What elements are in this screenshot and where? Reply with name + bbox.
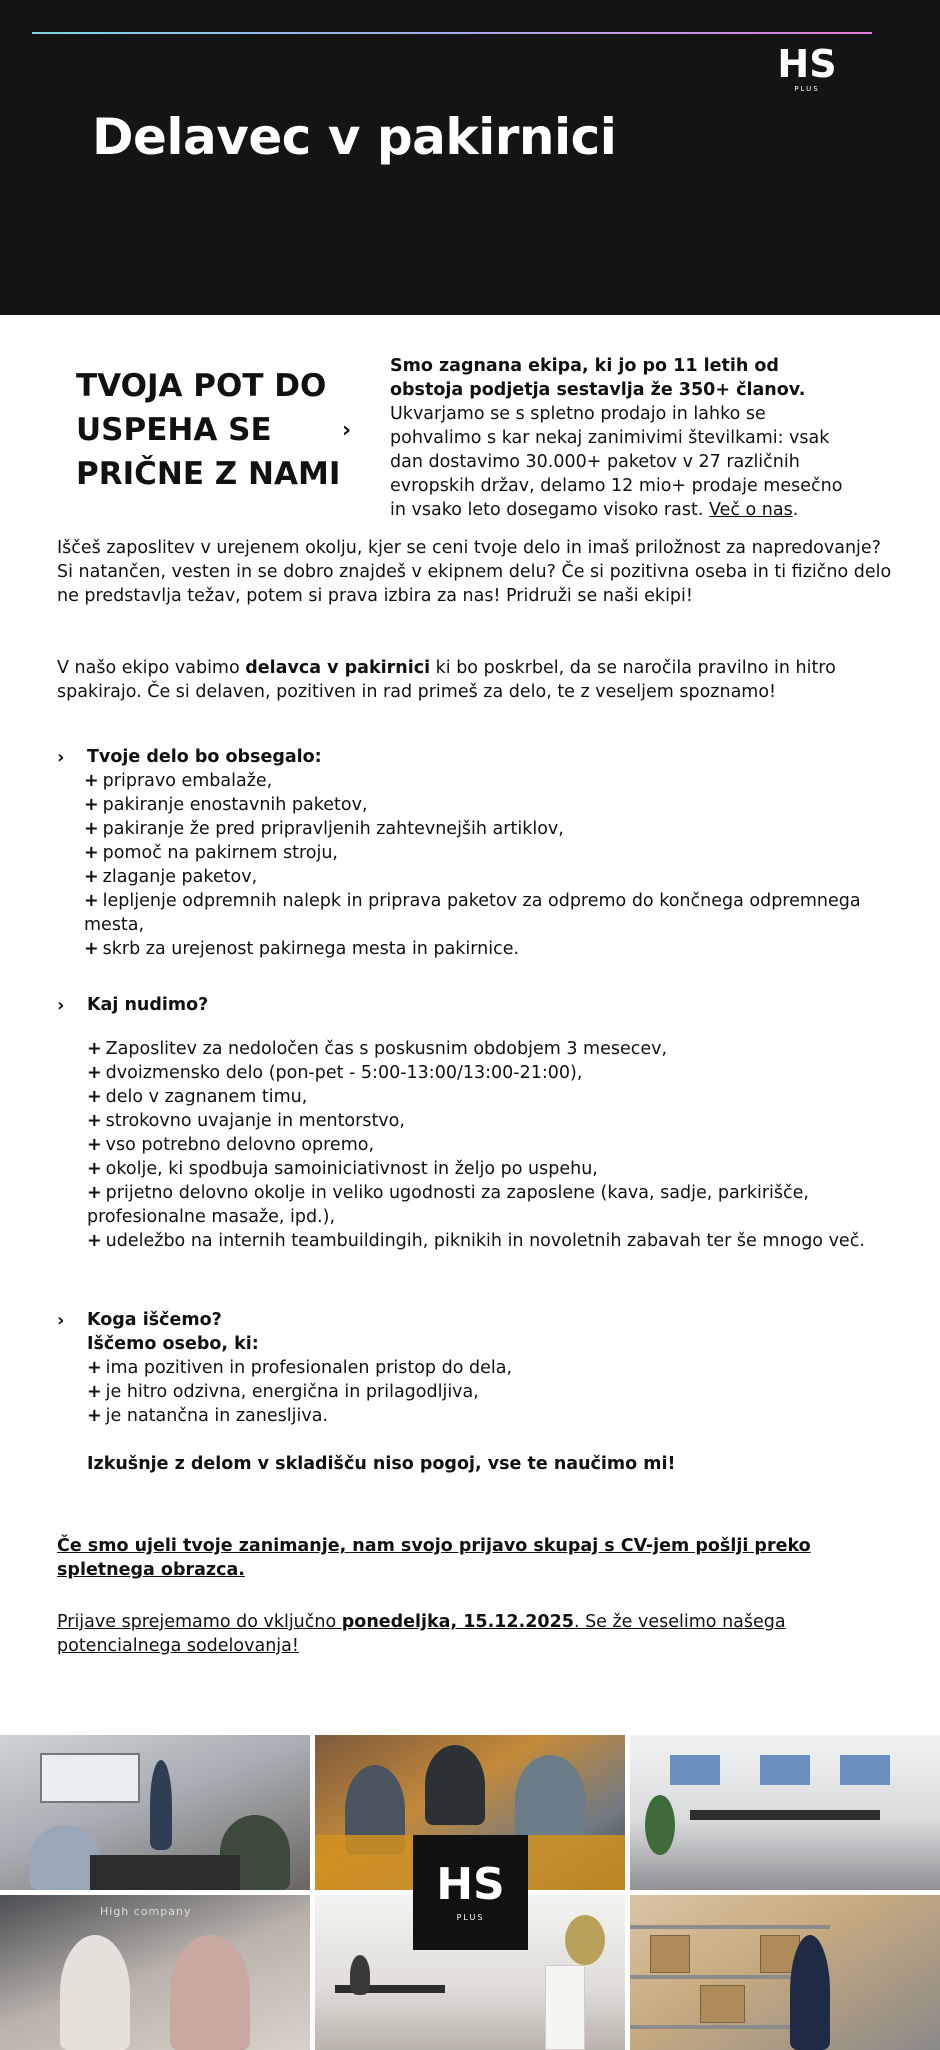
logo-subtext: PLUS <box>794 85 820 93</box>
about-us-link[interactable]: Več o nas <box>708 500 793 520</box>
plus-icon: + <box>84 795 99 815</box>
colleague-figure <box>60 1935 130 2050</box>
list-item-text: okolje, ki spodbuja samoiniciativnost in željo po uspehu, <box>105 1159 598 1179</box>
presentation-screen <box>40 1753 140 1803</box>
tv-screen <box>840 1755 890 1785</box>
logo-subtext: PLUS <box>456 1913 485 1922</box>
list-item <box>84 865 897 889</box>
position-text-before: V našo ekipo vabimo <box>57 658 246 678</box>
plus-icon: + <box>84 843 99 863</box>
logo-text: HS <box>436 1859 505 1910</box>
list-item-text: zlaganje paketov, <box>102 867 258 887</box>
team-member-figure <box>425 1745 485 1825</box>
list-item-text: udeležbo na internih teambuildingih, piknikih in novoletnih zabavah ter še mnogo več. <box>105 1231 865 1251</box>
plus-icon: + <box>84 939 99 959</box>
colleague-figure <box>170 1935 250 2050</box>
plus-icon: + <box>87 1159 102 1179</box>
intro-text: Ukvarjamo se s spletno prodajo in lahko se pohvalimo s kar nekaj zanimivimi številkami: vsak dan dostavimo 30.000+ paketov v 27 različnih evropskih držav, delamo 12 mio+ prodaje mesečno in vsako leto dosegamo visoko rast. <box>390 404 843 520</box>
list-item <box>87 1061 897 1085</box>
chevron-right-icon: › <box>342 418 352 443</box>
plus-icon: + <box>84 891 99 911</box>
apply-link[interactable]: Če smo ujeli tvoje zanimanje, nam svojo prijavo skupaj s CV-jem pošlji preko spletnega obrazca. <box>57 1536 811 1580</box>
plus-icon: + <box>84 867 99 887</box>
office-photo <box>630 1735 940 1890</box>
wall-sign: High company <box>100 1905 192 1918</box>
list-item <box>84 793 897 817</box>
plus-icon: + <box>87 1358 102 1378</box>
plus-icon: + <box>84 771 99 791</box>
list-item-text: pakiranje že pred pripravljenih zahtevnejših artiklov, <box>102 819 564 839</box>
intro-end: . <box>792 500 799 520</box>
list-item-text: prijetno delovno okolje in veliko ugodnosti za zaposlene (kava, sadje, parkirišče, profesionalne masaže, ipd.), <box>87 1183 809 1227</box>
presenter-figure <box>150 1760 172 1850</box>
chevron-right-icon: › <box>57 1309 65 1331</box>
list-item <box>84 769 897 793</box>
offer-heading: Kaj nudimo? <box>87 995 209 1015</box>
tv-screen <box>670 1755 720 1785</box>
section-heading <box>57 993 897 1017</box>
worker-figure <box>350 1955 370 1995</box>
deadline-before: Prijave sprejemamo do vključno <box>57 1612 342 1632</box>
shelf-shape <box>630 1925 830 1929</box>
plus-icon: + <box>87 1183 102 1203</box>
offer-section <box>57 993 897 1253</box>
intro-paragraph: Iščeš zaposlitev v urejenem okolju, kjer se ceni tvoje delo in imaš priložnost za napredovanje? Si natančen, vesten in se dobro znajdeš v ekipnem delu? Če si pozitivna oseba in ti fizično delo ne predstavlja težav, potem si prava izbira za nas! Pridruži se naši ekipi! <box>57 538 892 606</box>
plus-icon: + <box>87 1063 102 1083</box>
list-item <box>87 1380 897 1404</box>
list-item <box>87 1109 897 1133</box>
section-heading <box>57 745 897 769</box>
seeking-list <box>57 1356 897 1428</box>
list-item-text: je natančna in zanesljiva. <box>105 1406 328 1426</box>
hero-banner <box>0 0 940 315</box>
position-paragraph <box>57 656 897 704</box>
offer-list <box>57 1037 897 1253</box>
list-item <box>87 1404 897 1428</box>
team-member-figure <box>515 1755 585 1845</box>
duties-heading: Tvoje delo bo obsegalo: <box>87 747 322 767</box>
plus-icon: + <box>87 1087 102 1107</box>
deadline-date: ponedeljka, 15.12.2025 <box>341 1612 574 1632</box>
list-item-text: skrb za urejenost pakirnega mesta in pakirnice. <box>102 939 520 959</box>
tagline-line: TVOJA POT DO <box>76 368 327 404</box>
desk-row <box>690 1810 880 1820</box>
cabinet-shape <box>545 1965 585 2050</box>
plus-icon: + <box>87 1406 102 1426</box>
list-item <box>87 1037 897 1061</box>
tagline <box>76 364 346 496</box>
company-intro <box>390 354 850 522</box>
plant-shape <box>645 1795 675 1855</box>
list-item-text: vso potrebno delovno opremo, <box>105 1135 375 1155</box>
list-item <box>87 1181 897 1229</box>
colleagues-photo <box>0 1895 310 2050</box>
list-item-text: pomoč na pakirnem stroju, <box>102 843 338 863</box>
gallery-logo <box>413 1835 528 1950</box>
meeting-table <box>90 1855 240 1890</box>
chevron-right-icon: › <box>57 746 65 768</box>
chevron-right-icon: › <box>57 994 65 1016</box>
list-item-text: delo v zagnanem timu, <box>105 1087 308 1107</box>
list-item <box>84 841 897 865</box>
list-item <box>87 1229 897 1253</box>
list-item-text: lepljenje odpremnih nalepk in priprava paketov za odpremo do končnega odpremnega mesta, <box>84 891 861 935</box>
page-title: Delavec v pakirnici <box>92 108 617 166</box>
position-name: delavca v pakirnici <box>245 658 431 678</box>
tv-screen <box>760 1755 810 1785</box>
duties-list <box>57 769 897 961</box>
list-item-text: ima pozitiven in profesionalen pristop do dela, <box>105 1358 513 1378</box>
plant-shape <box>565 1915 605 1965</box>
list-item-text: pakiranje enostavnih paketov, <box>102 795 368 815</box>
box-shape <box>700 1985 745 2023</box>
intro-lead: Smo zagnana ekipa, ki jo po 11 letih od obstoja podjetja sestavlja že 350+ članov. <box>390 356 806 400</box>
plus-icon: + <box>87 1231 102 1251</box>
logo-text: HS <box>777 42 837 86</box>
seeking-heading: Koga iščemo? <box>87 1310 222 1330</box>
box-shape <box>650 1935 690 1973</box>
plus-icon: + <box>87 1382 102 1402</box>
list-item <box>87 1157 897 1181</box>
plus-icon: + <box>87 1039 102 1059</box>
company-logo[interactable] <box>772 44 842 94</box>
list-item <box>87 1356 897 1380</box>
plus-icon: + <box>87 1135 102 1155</box>
plus-icon: + <box>84 819 99 839</box>
tagline-line: PRIČNE Z NAMI <box>76 456 341 492</box>
seeking-subheading: Iščemo osebo, ki: <box>87 1334 259 1354</box>
position-text-after: ki bo poskrbel, da se naročila pravilno in hitro spakirajo. Če si delaven, pozitiven in rad primeš za delo, te z veseljem spoznamo! <box>57 658 836 702</box>
list-item <box>87 1133 897 1157</box>
meeting-photo <box>0 1735 310 1890</box>
deadline-after: . Se že veselimo našega potencialnega sodelovanja! <box>57 1612 786 1656</box>
deadline-note[interactable] <box>57 1610 897 1658</box>
seeking-section <box>57 1308 897 1476</box>
list-item <box>84 937 897 961</box>
list-item-text: Zaposlitev za nedoločen čas s poskusnim obdobjem 3 mesecev, <box>105 1039 668 1059</box>
warehouse-photo <box>630 1895 940 2050</box>
tagline-line: USPEHA SE <box>76 412 272 448</box>
duties-section <box>57 745 897 961</box>
list-item <box>84 817 897 841</box>
warehouse-worker-figure <box>790 1935 830 2050</box>
list-item-text: je hitro odzivna, energična in prilagodljiva, <box>105 1382 479 1402</box>
list-item <box>84 889 897 937</box>
plus-icon: + <box>87 1111 102 1131</box>
list-item-text: dvoizmensko delo (pon-pet - 5:00-13:00/13:00-21:00), <box>105 1063 583 1083</box>
gradient-divider <box>32 32 872 34</box>
experience-note: Izkušnje z delom v skladišču niso pogoj, vse te naučimo mi! <box>87 1454 676 1474</box>
section-heading <box>57 1308 897 1332</box>
list-item-text: strokovno uvajanje in mentorstvo, <box>105 1111 405 1131</box>
list-item <box>87 1085 897 1109</box>
list-item-text: pripravo embalaže, <box>102 771 273 791</box>
